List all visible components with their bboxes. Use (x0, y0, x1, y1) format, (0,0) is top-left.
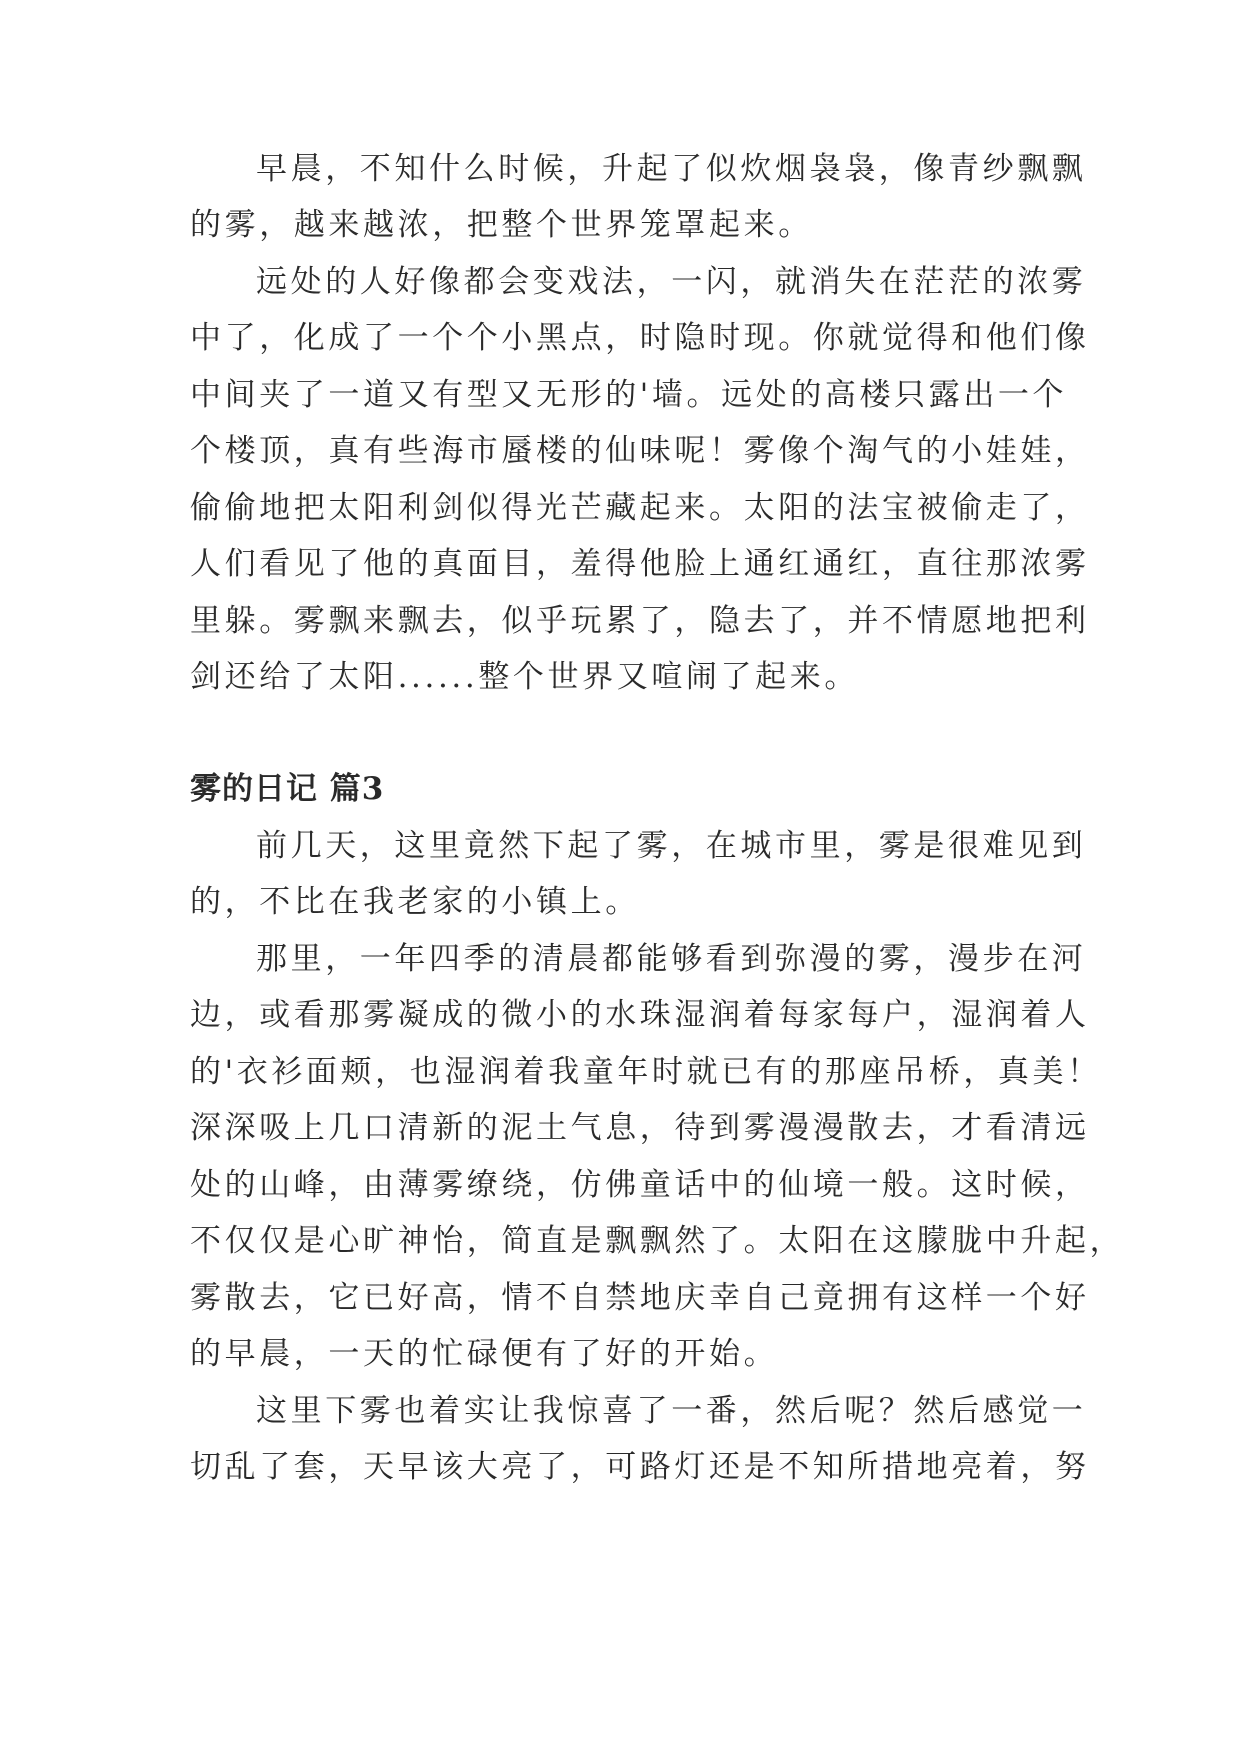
paragraph-line: 这里下雾也着实让我惊喜了一番，然后呢？然后感觉一 (256, 1393, 1087, 1429)
paragraph-line: 的雾，越来越浓，把整个世界笼罩起来。 (190, 207, 813, 243)
paragraph-line: 剑还给了太阳......整个世界又喧闹了起来。 (190, 659, 859, 695)
paragraph-line: 不仅仅是心旷神怡，简直是飘飘然了。太阳在这朦胧中升起， (190, 1223, 1125, 1259)
paragraph-line: 的早晨，一天的忙碌便有了好的开始。 (190, 1336, 779, 1372)
paragraph-line: 深深吸上几口清新的泥土气息，待到雾漫漫散去，才看清远 (190, 1110, 1090, 1146)
paragraph-line: 偷偷地把太阳利剑似得光芒藏起来。太阳的法宝被偷走了， (190, 490, 1090, 526)
paragraph-line: 人们看见了他的真面目，羞得他脸上通红通红，直往那浓雾 (190, 546, 1090, 582)
paragraph-line: 远处的人好像都会变戏法，一闪，就消失在茫茫的浓雾 (256, 264, 1087, 300)
paragraph-line: 那里，一年四季的清晨都能够看到弥漫的雾，漫步在河 (256, 941, 1087, 977)
paragraph-line: 切乱了套，天早该大亮了，可路灯还是不知所措地亮着，努 (190, 1449, 1090, 1485)
paragraph-line: 雾散去，它已好高，情不自禁地庆幸自己竟拥有这样一个好 (190, 1280, 1090, 1316)
paragraph-line: 个楼顶，真有些海市蜃楼的仙味呢！雾像个淘气的小娃娃， (190, 433, 1090, 469)
paragraph-line: 中了，化成了一个个小黑点，时隐时现。你就觉得和他们像 (190, 320, 1090, 356)
paragraph-line: 的'衣衫面颊，也湿润着我童年时就已有的那座吊桥，真美！ (190, 1054, 1102, 1090)
paragraph-line: 早晨，不知什么时候，升起了似炊烟袅袅，像青纱飘飘 (256, 151, 1087, 187)
paragraph-line: 中间夹了一道又有型又无形的'墙。远处的高楼只露出一个 (190, 377, 1068, 413)
paragraph-line: 前几天，这里竟然下起了雾，在城市里，雾是很难见到 (256, 828, 1087, 864)
paragraph-line: 处的山峰，由薄雾缭绕，仿佛童话中的仙境一般。这时候， (190, 1167, 1090, 1203)
paragraph-line: 的，不比在我老家的小镇上。 (190, 884, 640, 920)
section-heading: 雾的日记 篇3 (190, 771, 385, 807)
paragraph-line: 边，或看那雾凝成的微小的水珠湿润着每家每户，湿润着人 (190, 997, 1090, 1033)
paragraph-line: 里躲。雾飘来飘去，似乎玩累了，隐去了，并不情愿地把利 (190, 603, 1090, 639)
